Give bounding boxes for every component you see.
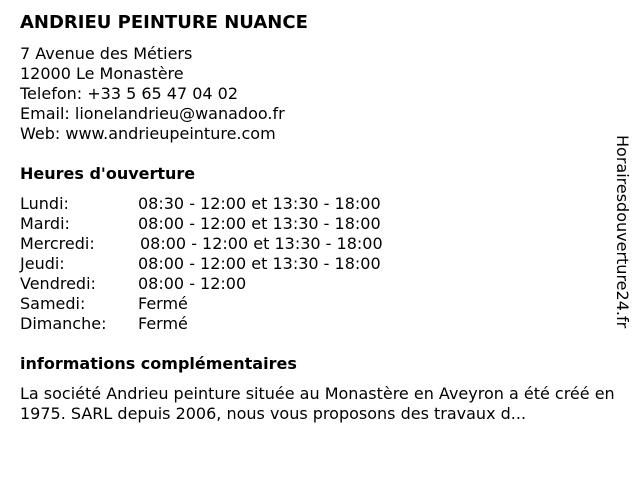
day-label: Mardi:: [20, 214, 70, 233]
hours-row-samedi: [20, 294, 440, 314]
opening-hours-heading: Heures d'ouverture: [20, 164, 196, 183]
opening-hours-list: [20, 194, 440, 334]
day-label: Dimanche:: [20, 314, 107, 333]
website-link[interactable]: Web: www.andrieupeinture.com: [20, 124, 276, 143]
phone-number[interactable]: Telefon: +33 5 65 47 04 02: [20, 84, 239, 103]
day-hours: Fermé: [138, 314, 188, 333]
day-hours: Fermé: [138, 294, 188, 313]
day-label: Samedi:: [20, 294, 86, 313]
business-name: ANDRIEU PEINTURE NUANCE: [20, 12, 308, 33]
additional-info-heading: informations complémentaires: [20, 354, 297, 373]
site-watermark-label: Horairesdouverture24.fr: [613, 135, 632, 329]
address-city: 12000 Le Monastère: [20, 64, 184, 83]
day-hours: 08:30 - 12:00 et 13:30 - 18:00: [138, 194, 381, 213]
day-label: Jeudi:: [20, 254, 65, 273]
day-hours: 08:00 - 12:00 et 13:30 - 18:00: [138, 254, 381, 273]
day-hours: 08:00 - 12:00: [138, 274, 247, 293]
email-address[interactable]: Email: lionelandrieu@wanadoo.fr: [20, 104, 285, 123]
day-hours: 08:00 - 12:00 et 13:30 - 18:00: [140, 234, 383, 253]
day-label: Lundi:: [20, 194, 69, 213]
hours-row-jeudi: [20, 254, 440, 274]
day-label: Vendredi:: [20, 274, 96, 293]
day-label: Mercredi:: [20, 234, 95, 253]
hours-row-mercredi: [20, 234, 440, 254]
hours-row-lundi: [20, 194, 440, 214]
business-description: La société Andrieu peinture située au Monastère en Aveyron a été créé en 1975. SARL depuis 2006, nous vous proposons des travaux d...: [20, 384, 615, 423]
hours-row-mardi: [20, 214, 440, 234]
day-hours: 08:00 - 12:00 et 13:30 - 18:00: [138, 214, 381, 233]
hours-row-dimanche: [20, 314, 440, 334]
address-street: 7 Avenue des Métiers: [20, 44, 193, 63]
hours-row-vendredi: [20, 274, 440, 294]
contact-block: [20, 44, 285, 144]
